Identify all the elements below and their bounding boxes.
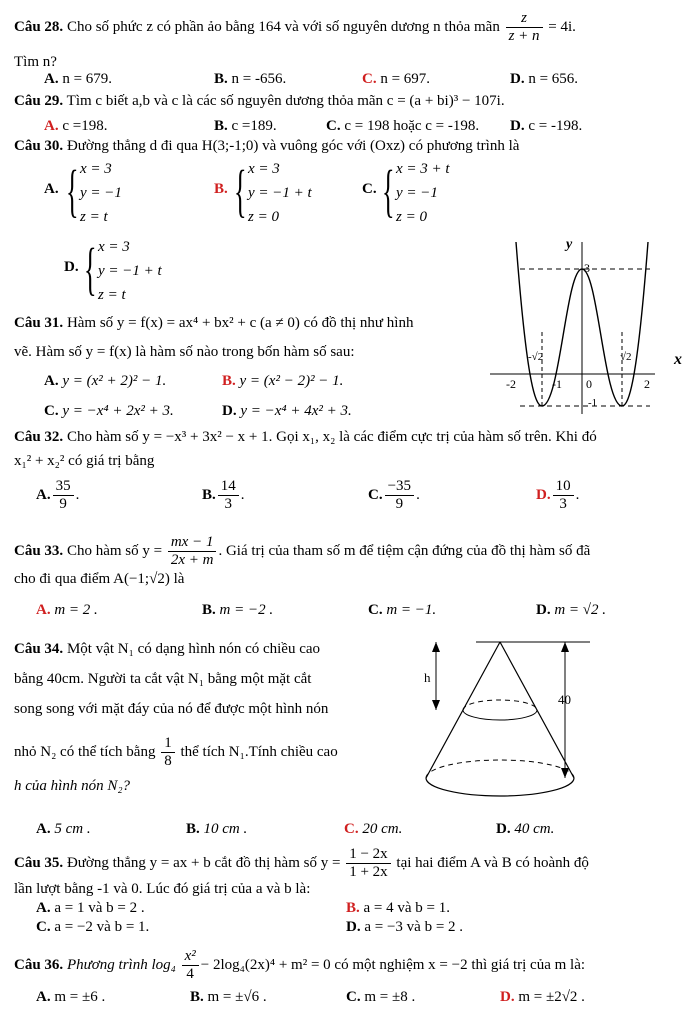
graph-neg-sqrt2: -√2 xyxy=(528,351,544,363)
q31-option-b[interactable]: B. y = (x² − 2)² − 1. xyxy=(222,373,344,389)
q36-option-a[interactable]: A. m = ±6 . xyxy=(36,989,106,1005)
cone-height-label: 40 xyxy=(558,692,571,707)
q34-option-c[interactable]: C. 20 cm. xyxy=(344,821,403,837)
q30-option-a-label[interactable]: A. xyxy=(44,181,59,197)
graph-bottom-value: -1 xyxy=(588,397,598,409)
q34-option-b[interactable]: B. 10 cm . xyxy=(186,821,248,837)
q36-option-d[interactable]: D. m = ±2√2 . xyxy=(500,989,585,1005)
q28-text: Cho số phức z có phần ảo bằng 164 và với số nguyên dương n thỏa mãn xyxy=(66,18,500,35)
q35-option-b[interactable]: B. a = 4 và b = 1. xyxy=(346,900,450,916)
q32-option-b[interactable]: B. $\frac{14}{3}$ . xyxy=(202,478,245,512)
q33-option-b[interactable]: B. m = −2 . xyxy=(202,602,274,618)
q30-option-c-label[interactable]: C. xyxy=(362,181,377,197)
q34-line3: song song với mặt đáy của nó để được một hình nón xyxy=(14,701,329,717)
q35-option-a[interactable]: A. a = 1 và b = 2 . xyxy=(36,900,145,916)
q30-option-d-label[interactable]: D. xyxy=(64,259,79,275)
q28-stem xyxy=(14,10,576,45)
q28-line2: Tìm n? xyxy=(14,54,57,70)
q34-option-d[interactable]: D. 40 cm. xyxy=(496,821,555,837)
q28-eq-tail: = 4i. xyxy=(548,18,576,35)
graph-two: 2 xyxy=(644,377,650,391)
q31-option-a[interactable]: A. y = (x² + 2)² − 1. xyxy=(44,373,167,389)
q34-line2: bằng 40cm. Người ta cắt vật N₁ bằng một mặt cắt xyxy=(14,671,312,687)
cone-base-front xyxy=(426,778,574,796)
q30-option-b-label[interactable]: B. xyxy=(214,181,228,197)
q32-option-a[interactable]: A. $\frac{35}{9}$ . xyxy=(36,478,80,512)
graph-pos-sqrt2: √2 xyxy=(620,351,632,363)
graph-top-value: 3 xyxy=(584,261,590,275)
q34-option-a[interactable]: A. 5 cm . xyxy=(36,821,91,837)
q36-option-b[interactable]: B. m = ±√6 . xyxy=(190,989,267,1005)
q30-stem: Câu 30. Đường thẳng d đi qua H(3;-1;0) và vuông góc với (Oxz) có phương trình là xyxy=(14,138,520,154)
q34-line5: h của hình nón N₂? xyxy=(14,778,131,794)
q33-option-d[interactable]: D. m = √2 . xyxy=(536,602,607,618)
q35-stem: Câu 35. Đường thẳng y = ax + b cắt đồ thị hàm số y = $\frac{1 - 2x}{1 + 2x}$ tại hai điểm A và B có hoành độ xyxy=(14,846,589,880)
q28-fraction: $\frac{z}{z + n}$ xyxy=(506,10,543,45)
q29-stem: Câu 29. Tìm c biết a,b và c là các số nguyên dương thỏa mãn c = (a + bi)³ − 107i. xyxy=(14,93,505,109)
q29-option-a[interactable]: A. c =198. xyxy=(44,118,108,134)
q29-option-d[interactable]: D. c = -198. xyxy=(510,118,583,134)
q28-label: Câu 28. xyxy=(14,18,64,35)
cone-h-label: h xyxy=(424,670,431,685)
cone-h-arrow-top xyxy=(432,642,440,652)
q35-option-c[interactable]: C. a = −2 và b = 1. xyxy=(36,919,150,935)
q32-option-c[interactable]: C. $\frac{-35}{9}$ . xyxy=(368,478,420,512)
cone-cut-back xyxy=(463,700,537,710)
q34-line4: nhỏ N₂ có thể tích bằng $\frac{1}{8}$ thể tích N₁.Tính chiều cao xyxy=(14,735,338,769)
cone-height-arrow-top xyxy=(561,642,569,652)
q36-stem: Câu 36. Phương trình log₄ $\frac{\text{x²}}{4}$ − 2log₄(2x)⁴ + m² = 0 có một nghiệm x = −2 thì giá trị của m là: xyxy=(14,948,586,982)
cone-cut-front xyxy=(463,710,537,720)
graph-neg-one: -1 xyxy=(552,377,562,391)
graph-x-label: x xyxy=(674,351,682,368)
q31-line2: vẽ. Hàm số y = f(x) là hàm số nào trong bốn hàm số sau: xyxy=(14,344,355,360)
q34-line1: Câu 34. Một vật N₁ có dạng hình nón có chiều cao xyxy=(14,641,321,657)
q31-graph xyxy=(480,232,690,422)
q28-option-a[interactable]: A. n = 679. xyxy=(44,71,113,87)
q35-line2: lần lượt bằng -1 và 0. Lúc đó giá trị của a và b là: xyxy=(14,881,311,897)
graph-y-label: y xyxy=(566,237,573,252)
q28-option-c[interactable]: C. n = 697. xyxy=(362,71,431,87)
q31-stem: Câu 31. Hàm số y = f(x) = ax⁴ + bx² + c (a ≠ 0) có đồ thị như hình xyxy=(14,315,414,331)
q31-option-d[interactable]: D. y = −x⁴ + 4x² + 3. xyxy=(222,403,352,419)
graph-origin: 0 xyxy=(586,377,592,391)
q32-stem: Câu 32. Cho hàm số y = −x³ + 3x² − x + 1. Gọi x₁, x₂ là các điểm cực trị của hàm số trên. Khi đó xyxy=(14,429,597,445)
q31-option-c[interactable]: C. y = −x⁴ + 2x² + 3. xyxy=(44,403,174,419)
q28-option-b[interactable]: B. n = -656. xyxy=(214,71,287,87)
q29-option-b[interactable]: B. c =189. xyxy=(214,118,277,134)
cone-base-back xyxy=(426,760,574,778)
q29-option-c[interactable]: C. c = 198 hoặc c = -198. xyxy=(326,118,480,134)
q34-cone-figure xyxy=(410,628,590,806)
q32-option-d[interactable]: D. $\frac{10}{3}$ . xyxy=(536,478,580,512)
q35-option-d[interactable]: D. a = −3 và b = 2 . xyxy=(346,919,464,935)
cone-h-arrow-bottom xyxy=(432,700,440,710)
q28-option-d[interactable]: D. n = 656. xyxy=(510,71,579,87)
q33-line2: cho đi qua điểm A(−1;√2) là xyxy=(14,571,185,587)
q32-line2: x₁² + x₂² có giá trị bằng xyxy=(14,453,155,469)
q33-option-c[interactable]: C. m = −1. xyxy=(368,602,437,618)
q33-option-a[interactable]: A. m = 2 . xyxy=(36,602,98,618)
q33-stem: Câu 33. Cho hàm số y = $\frac{mx - 1}{2x + m}$ . Giá trị của tham số m để tiệm cận đứng của đồ thị hàm số đã xyxy=(14,534,591,568)
graph-neg-two: -2 xyxy=(506,377,516,391)
q36-option-c[interactable]: C. m = ±8 . xyxy=(346,989,416,1005)
